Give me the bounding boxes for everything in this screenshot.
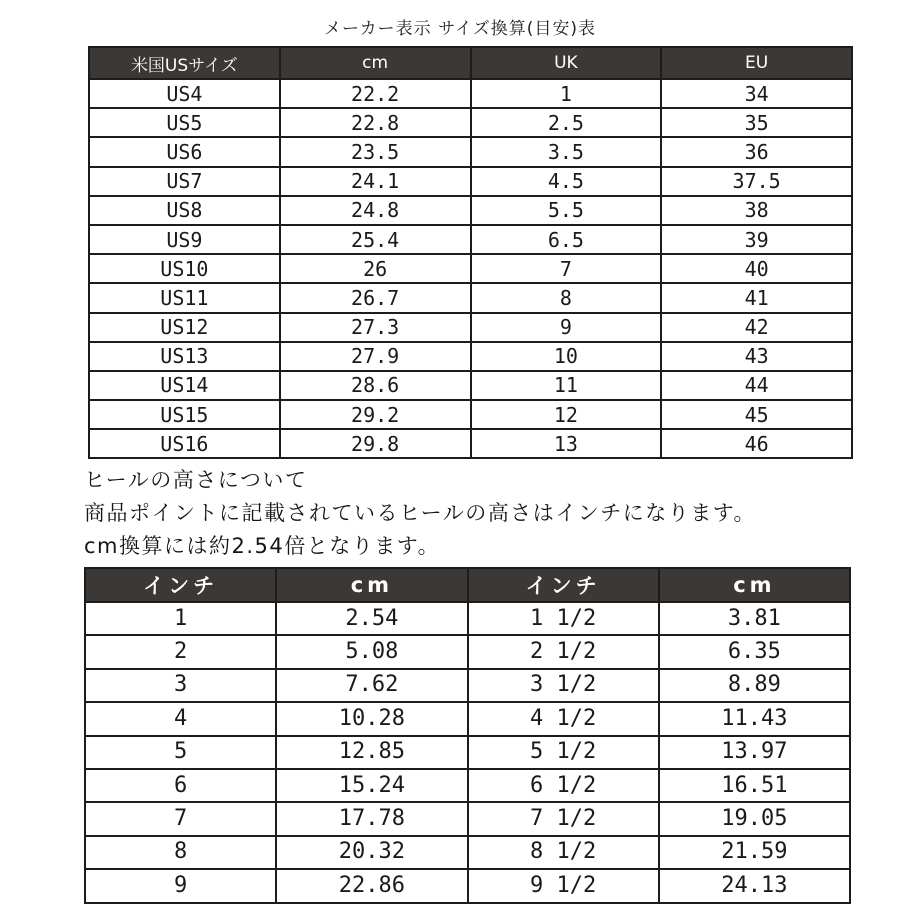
- table-row: [85, 836, 850, 869]
- table-row: [89, 342, 852, 371]
- size-table-cell: 29.8: [280, 429, 471, 458]
- heel-table-cell: 3 1/2: [468, 669, 659, 702]
- size-table-cell: 25.4: [280, 225, 471, 254]
- heel-table-cell: 6: [85, 769, 276, 802]
- size-table-cell: US4: [89, 79, 280, 108]
- heel-table-cell: 8.89: [659, 669, 850, 702]
- table-row: [89, 79, 852, 108]
- heel-table-cell: 1: [85, 602, 276, 635]
- size-table-cell: 44: [661, 371, 852, 400]
- heel-table-header-cell: インチ: [85, 568, 276, 602]
- heel-table-header-cell: cm: [276, 568, 467, 602]
- heel-table-cell: 3.81: [659, 602, 850, 635]
- heel-table-cell: 5 1/2: [468, 736, 659, 769]
- table-row: [85, 769, 850, 802]
- table-row: [89, 196, 852, 225]
- heel-table-cell: 7: [85, 802, 276, 835]
- size-table-cell: US8: [89, 196, 280, 225]
- heel-table-cell: 15.24: [276, 769, 467, 802]
- heel-table-cell: 5.08: [276, 635, 467, 668]
- size-table-cell: 35: [661, 108, 852, 137]
- heel-table-cell: 9 1/2: [468, 869, 659, 902]
- heel-table-cell: 2.54: [276, 602, 467, 635]
- size-table-cell: 46: [661, 429, 852, 458]
- size-table-cell: 34: [661, 79, 852, 108]
- heel-table-header-cell: cm: [659, 568, 850, 602]
- size-table-cell: US6: [89, 137, 280, 166]
- size-table-cell: 28.6: [280, 371, 471, 400]
- cm-conversion-note: cm換算には約2.54倍となります。: [84, 534, 441, 558]
- heel-table-cell: 17.78: [276, 802, 467, 835]
- heel-table-cell: 3: [85, 669, 276, 702]
- heel-table-cell: 8: [85, 836, 276, 869]
- size-table-cell: US5: [89, 108, 280, 137]
- table-row: [85, 602, 850, 635]
- table-row: [89, 254, 852, 283]
- size-table-cell: 2.5: [471, 108, 662, 137]
- size-table-cell: 6.5: [471, 225, 662, 254]
- size-table-cell: US11: [89, 283, 280, 312]
- heel-table-cell: 6 1/2: [468, 769, 659, 802]
- size-table-header-cell: cm: [280, 47, 471, 79]
- heel-table-cell: 22.86: [276, 869, 467, 902]
- heel-table-cell: 6.35: [659, 635, 850, 668]
- size-table-cell: 7: [471, 254, 662, 283]
- table-row: [89, 400, 852, 429]
- table-row: [85, 869, 850, 902]
- size-table-body: [89, 79, 852, 458]
- size-table-header-cell: 米国USサイズ: [89, 47, 280, 79]
- table-row: [89, 225, 852, 254]
- heel-table-cell: 24.13: [659, 869, 850, 902]
- heel-table-body: [85, 602, 850, 903]
- size-table-cell: 41: [661, 283, 852, 312]
- size-table-cell: 38: [661, 196, 852, 225]
- table-row: [85, 635, 850, 668]
- heel-table-cell: 2: [85, 635, 276, 668]
- size-table-cell: 23.5: [280, 137, 471, 166]
- table-row: [85, 802, 850, 835]
- heel-table-cell: 2 1/2: [468, 635, 659, 668]
- heel-table-cell: 8 1/2: [468, 836, 659, 869]
- table-row: [89, 429, 852, 458]
- table-row: [89, 313, 852, 342]
- heel-table-cell: 13.97: [659, 736, 850, 769]
- size-table-cell: 24.8: [280, 196, 471, 225]
- size-table-cell: US14: [89, 371, 280, 400]
- size-table-cell: 8: [471, 283, 662, 312]
- heel-table-cell: 9: [85, 869, 276, 902]
- table-row: [89, 371, 852, 400]
- heel-table-cell: 11.43: [659, 702, 850, 735]
- table-row: [89, 167, 852, 196]
- size-table-cell: 45: [661, 400, 852, 429]
- heel-table-cell: 1 1/2: [468, 602, 659, 635]
- size-table-cell: 12: [471, 400, 662, 429]
- heel-table-cell: 5: [85, 736, 276, 769]
- heel-table-cell: 4: [85, 702, 276, 735]
- size-table-cell: 37.5: [661, 167, 852, 196]
- heel-table-cell: 19.05: [659, 802, 850, 835]
- size-table-cell: 22.2: [280, 79, 471, 108]
- heel-table-cell: 4 1/2: [468, 702, 659, 735]
- table-row: [85, 702, 850, 735]
- heel-table-cell: 16.51: [659, 769, 850, 802]
- size-table-cell: 42: [661, 313, 852, 342]
- size-table-header-cell: UK: [471, 47, 662, 79]
- size-table-cell: US12: [89, 313, 280, 342]
- size-table-cell: 11: [471, 371, 662, 400]
- heel-table-cell: 10.28: [276, 702, 467, 735]
- size-table-cell: 27.3: [280, 313, 471, 342]
- size-table-cell: 3.5: [471, 137, 662, 166]
- size-table-cell: 36: [661, 137, 852, 166]
- heel-table-cell: 7.62: [276, 669, 467, 702]
- heel-table-cell: 20.32: [276, 836, 467, 869]
- heel-table-header-cell: インチ: [468, 568, 659, 602]
- table-row: [89, 283, 852, 312]
- size-table-header-cell: EU: [661, 47, 852, 79]
- size-table-header-row: [89, 47, 852, 79]
- size-table-cell: 24.1: [280, 167, 471, 196]
- size-table-cell: 10: [471, 342, 662, 371]
- size-table-cell: 4.5: [471, 167, 662, 196]
- size-table-cell: US9: [89, 225, 280, 254]
- page-title: メーカー表示 サイズ換算(目安)表: [324, 19, 596, 39]
- size-table-cell: US13: [89, 342, 280, 371]
- heel-table-header-row: [85, 568, 850, 602]
- size-table-cell: 43: [661, 342, 852, 371]
- size-table-header: [89, 47, 852, 79]
- heel-table-header: [85, 568, 850, 602]
- size-table-cell: 9: [471, 313, 662, 342]
- size-table-cell: US10: [89, 254, 280, 283]
- heel-table-cell: 21.59: [659, 836, 850, 869]
- size-table-cell: 26: [280, 254, 471, 283]
- size-table-cell: 5.5: [471, 196, 662, 225]
- heel-table-cell: 12.85: [276, 736, 467, 769]
- size-table-cell: 22.8: [280, 108, 471, 137]
- table-row: [85, 669, 850, 702]
- size-table-cell: 39: [661, 225, 852, 254]
- size-table-cell: US16: [89, 429, 280, 458]
- size-table-cell: 27.9: [280, 342, 471, 371]
- size-table-cell: 29.2: [280, 400, 471, 429]
- table-row: [89, 108, 852, 137]
- size-table-cell: 26.7: [280, 283, 471, 312]
- heel-height-note: 商品ポイントに記載されているヒールの高さはインチになります。: [84, 501, 757, 525]
- size-table-cell: 13: [471, 429, 662, 458]
- heel-height-heading: ヒールの高さについて: [84, 468, 308, 492]
- size-table-cell: 40: [661, 254, 852, 283]
- size-conversion-table: [88, 46, 853, 459]
- size-table-cell: US7: [89, 167, 280, 196]
- size-table-cell: 1: [471, 79, 662, 108]
- size-table-cell: US15: [89, 400, 280, 429]
- heel-table-cell: 7 1/2: [468, 802, 659, 835]
- table-row: [89, 137, 852, 166]
- table-row: [85, 736, 850, 769]
- heel-height-table: [84, 567, 851, 904]
